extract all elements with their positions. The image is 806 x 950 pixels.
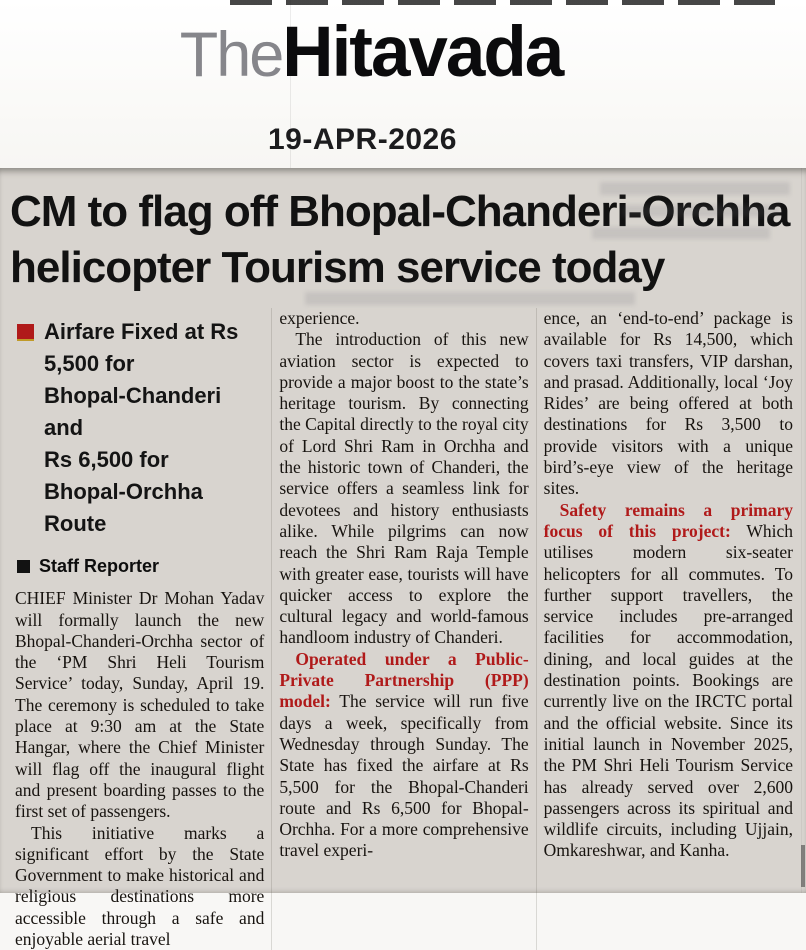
bleed-through-ghost — [305, 292, 635, 305]
scan-artifact-top-strip — [230, 0, 775, 5]
continuation-text: experience. — [279, 308, 360, 328]
headline-line-2: helicopter Tourism service today — [10, 243, 665, 292]
masthead-the: The — [179, 20, 283, 90]
body-text: Which utilises modern six-seater helicopters for all commutes. To further support travellers, the service includes pre-arranged facilities for accommodation, dining, and local guides at the destination points. Bookings are currently live on the IRCTC portal and the official website. Since its initial launch in November 2025, the PM Shri Heli Tourism Service has already served over 2,600 passengers across its spiritual and wildlife circuits, including Ujjain, Omkareshwar, and Kanha. — [543, 520, 793, 861]
standfirst-line: Bhopal-Chanderi and — [44, 383, 222, 440]
scan-edge-line — [801, 168, 802, 893]
continuation-text: ence, an ‘end-to-end’ package is available for Rs 14,500, which covers taxi transfers, VIP darshan, and prasad. Additionally, local ‘Joy Rides’ are being offered at both destinations for Rs 3,500 to provide visitors with a unique bird’s-eye view of the heritage sites. — [543, 308, 793, 499]
body-paragraph — [544, 500, 793, 862]
article-column-3 — [536, 308, 800, 950]
byline-square-icon — [17, 560, 30, 573]
standfirst-line: Rs 6,500 for — [44, 447, 169, 472]
body-paragraph: This initiative marks a significant effort by the State Government to make historical and religious destinations more accessible through a safe and enjoyable aerial travel — [15, 822, 265, 950]
body-paragraph: The introduction of this new aviation sector is expected to provide a major boost to the state’s heritage tourism. By connecting the Capital directly to the royal city of Lord Shri Ram in Orchha and the historic town of Chanderi, the service offers a seamless link for devotees and history enthusiasts alike. While pilgrims can now reach the Shri Ram Raja Temple with greater ease, tourists will have quicker access to explore the cultural legacy and world-famous handloom industry of Chanderi. — [279, 329, 529, 648]
standfirst-text — [44, 316, 264, 540]
scan-corner-mark — [801, 845, 805, 887]
article-column-1 — [8, 308, 271, 950]
safety-subhead: Safety remains a primary focus of this project: — [543, 499, 793, 541]
article-column-2 — [271, 308, 535, 950]
standfirst — [17, 316, 264, 540]
standfirst-line: 5,500 for — [44, 351, 135, 376]
standfirst-line: Airfare Fixed at Rs — [44, 319, 239, 344]
bleed-through-ghost — [592, 227, 770, 239]
date-stamp: 19-APR-2026 — [268, 123, 457, 156]
body-paragraph — [279, 649, 528, 862]
byline — [17, 556, 264, 577]
bleed-through-ghost — [622, 205, 780, 217]
article-body — [0, 296, 806, 950]
lead-paragraph: CHIEF Minister Dr Mohan Yadav will formally launch the new Bhopal-Chanderi-Orchha sector of the ‘PM Shri Heli Tourism Service’ today, Sunday, April 19. The ceremony is scheduled to take place at 9:30 am at the State Hangar, where the Chief Minister will flag off the inaugural flight and present boarding passes to the first set of passengers. — [15, 588, 265, 822]
page-header — [0, 0, 806, 168]
masthead-name: Hitavada — [282, 13, 563, 92]
headline — [0, 168, 806, 296]
bullet-square-icon — [17, 324, 34, 341]
bleed-through-ghost — [600, 182, 790, 195]
ppp-model-subhead: Operated under a Public-Private Partnership (PPP) model: — [279, 648, 529, 712]
masthead-logo — [0, 12, 806, 93]
byline-text: Staff Reporter — [39, 556, 160, 576]
standfirst-line: Bhopal-Orchha Route — [44, 479, 203, 536]
headline-line-1: CM to flag off Bhopal-Chanderi-Orchha — [10, 187, 790, 236]
body-text: The service will run five days a week, specifically from Wednesday through Sunday. The State has fixed the airfare at Rs 5,500 for the Bhopal-Chanderi route and Rs 6,500 for Bhopal-Orchha. For a more comprehensive travel experi- — [279, 691, 529, 861]
article-clipping — [0, 168, 806, 950]
